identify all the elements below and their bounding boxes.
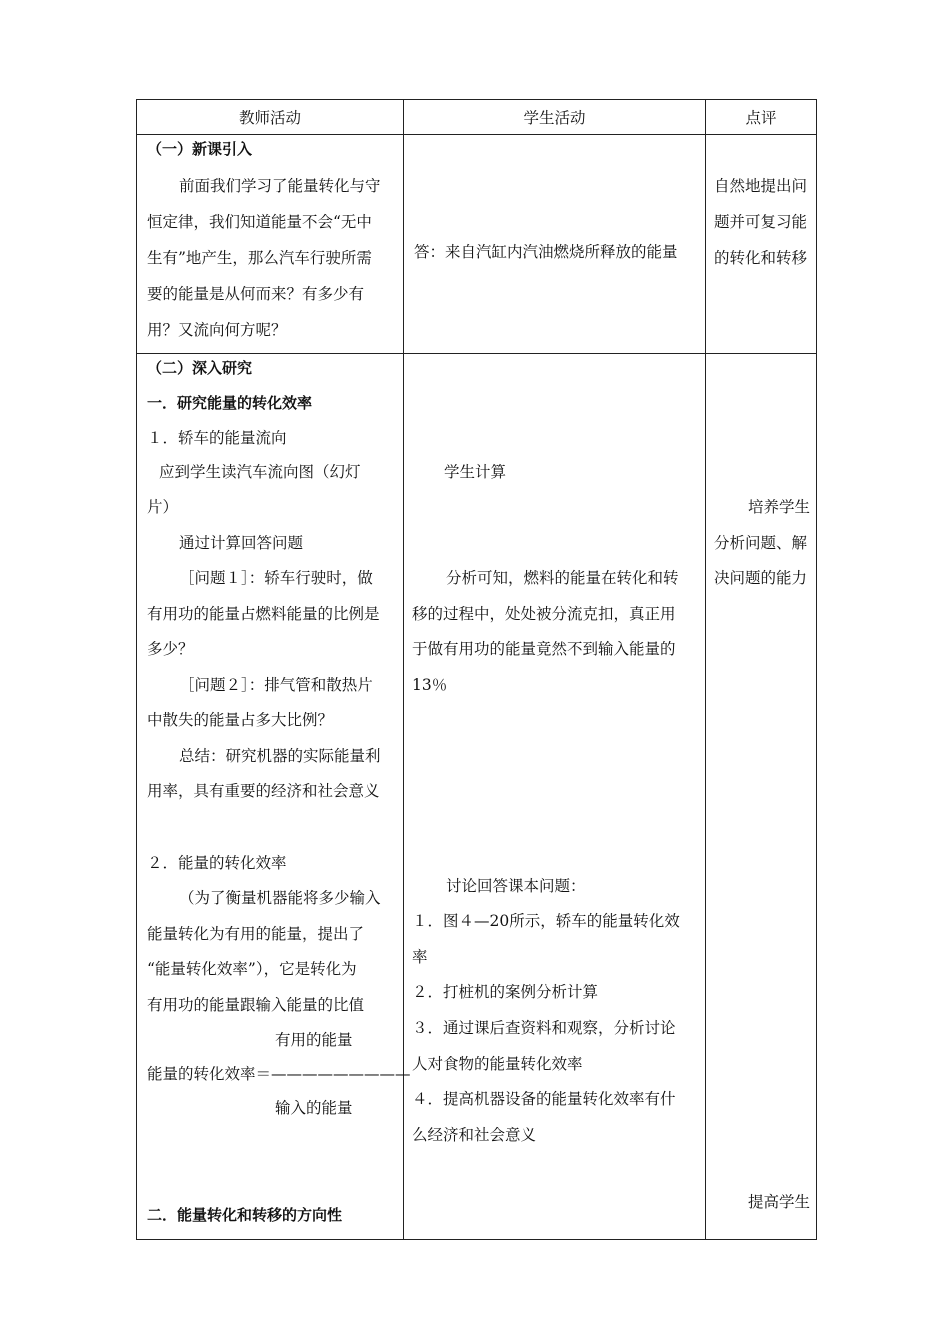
student-text-line: 么经济和社会意义 [412, 1126, 537, 1144]
student-text-line: ３．通过课后查资料和观察，分析讨论 [412, 1019, 676, 1037]
student-text-line: 讨论回答课本问题： [446, 877, 586, 895]
intro-student-answer: 答：来自汽缸内汽油燃烧所释放的能量 [414, 243, 678, 261]
research-text-line: 中散失的能量占多大比例？ [147, 711, 334, 729]
intro-student-cell [404, 135, 706, 354]
student-text-line: 移的过程中，处处被分流克扣，真正用 [412, 605, 676, 623]
student-text-line: １．图４—20所示，轿车的能量转化效 [412, 912, 680, 930]
section-title-research: （二）深入研究 [147, 359, 253, 377]
research-text-line: 总结：研究机器的实际能量利 [179, 747, 381, 765]
student-text-line: ２．打桩机的案例分析计算 [412, 983, 599, 1001]
intro-text-line: 要的能量是从何而来？有多少有 [147, 285, 365, 303]
header-teacher-activity: 教师活动 [137, 100, 404, 135]
comment-line: 分析问题、解 [714, 534, 808, 552]
research-student-cell [404, 354, 706, 1240]
student-text-line: 分析可知，燃料的能量在转化和转 [446, 569, 679, 587]
research-text-line: ［问题１］：轿车行驶时，做 [179, 569, 373, 587]
table-header-row [137, 100, 817, 135]
research-text-line: 能量转化为有用的能量，提出了 [147, 925, 365, 943]
research-text-line: “能量转化效率”），它是转化为 [147, 960, 357, 978]
student-text-line: ４．提高机器设备的能量转化效率有什 [412, 1090, 676, 1108]
research-text-line: 有用功的能量跟输入能量的比值 [147, 996, 365, 1014]
formula-line: 能量的转化效率＝————————— [147, 1065, 411, 1083]
comment-line: 提高学生 [748, 1193, 811, 1211]
comment-line: 的转化和转移 [714, 249, 808, 267]
intro-text-line: 恒定律，我们知道能量不会“无中 [147, 213, 372, 231]
research-teacher-cell [137, 354, 411, 1240]
student-text-line: 学生计算 [444, 463, 507, 481]
research-text-line: 应到学生读汽车流向图（幻灯 [159, 463, 361, 481]
research-text-line: 多少？ [147, 640, 194, 658]
intro-teacher-cell [137, 135, 404, 354]
research-comment-cell [706, 354, 817, 1240]
section-title-intro: （一）新课引入 [147, 140, 253, 158]
formula-numerator: 有用的能量 [275, 1031, 353, 1049]
research-text-line: １．轿车的能量流向 [147, 429, 287, 447]
research-text-line: ２．能量的转化效率 [147, 854, 287, 872]
research-text-line: 通过计算回答问题 [179, 534, 304, 552]
student-text-line: 率 [412, 948, 428, 966]
heading-direction: 二．能量转化和转移的方向性 [147, 1206, 343, 1224]
table-row-research [137, 354, 817, 1240]
intro-text-line: 生有”地产生，那么汽车行驶所需 [147, 249, 372, 267]
comment-line: 培养学生 [748, 498, 811, 516]
header-student-activity: 学生活动 [404, 100, 706, 135]
heading-conversion-efficiency: 一．研究能量的转化效率 [147, 394, 313, 412]
research-text-line: 有用功的能量占燃料能量的比例是 [147, 605, 380, 623]
research-text-line: 用率，具有重要的经济和社会意义 [147, 782, 380, 800]
student-text-line: 13％ [412, 676, 448, 694]
formula-denominator: 输入的能量 [275, 1099, 353, 1117]
research-text-line: 片） [147, 498, 179, 516]
table-row-intro [137, 135, 817, 354]
research-text-line: ［问题２］：排气管和散热片 [179, 676, 373, 694]
lesson-table [136, 99, 817, 1240]
research-text-line: （为了衡量机器能将多少输入 [179, 889, 381, 907]
intro-text-line: 用？又流向何方呢？ [147, 321, 287, 339]
comment-line: 自然地提出问 [714, 177, 808, 195]
comment-line: 题并可复习能 [714, 213, 808, 231]
intro-comment-cell [706, 135, 817, 354]
student-text-line: 于做有用功的能量竟然不到输入能量的 [412, 640, 676, 658]
comment-line: 决问题的能力 [714, 569, 808, 587]
student-text-line: 人对食物的能量转化效率 [412, 1055, 583, 1073]
header-comment: 点评 [706, 100, 817, 135]
intro-text-line: 前面我们学习了能量转化与守 [179, 177, 381, 195]
